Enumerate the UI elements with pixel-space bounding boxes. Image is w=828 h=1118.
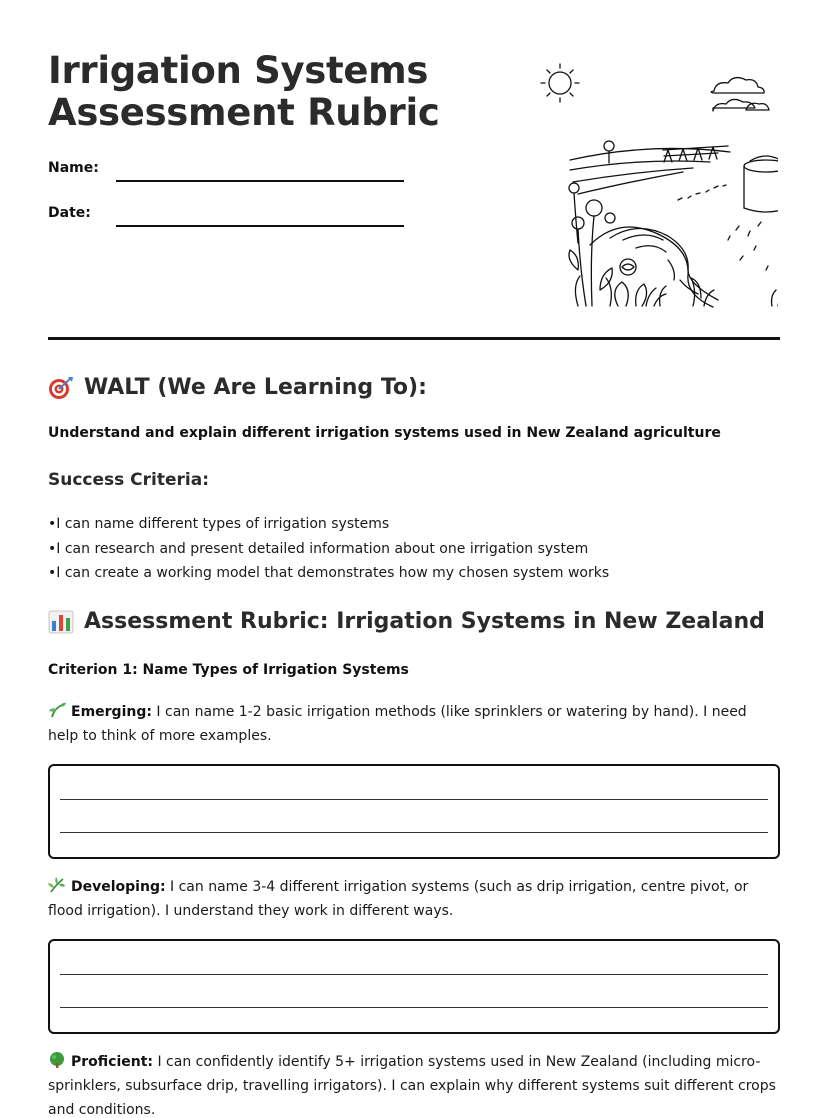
- worksheet-page: [48, 0, 780, 1118]
- seedling-icon: [48, 702, 66, 718]
- level-description: I can name 1-2 basic irrigation methods (like sprinklers or watering by hand). I need help to think of more examples.: [48, 704, 747, 744]
- name-field-row: [48, 160, 408, 184]
- date-field-row: [48, 205, 408, 229]
- target-icon: [48, 376, 74, 400]
- level-label: Developing:: [71, 879, 166, 895]
- river-icon: [590, 227, 718, 307]
- writing-line: [60, 1007, 768, 1008]
- level-label: Emerging:: [71, 704, 152, 720]
- farm-irrigation-illustration-icon: [518, 60, 778, 310]
- answer-box-emerging[interactable]: [48, 764, 780, 859]
- name-label: Name:: [48, 160, 99, 176]
- date-label: Date:: [48, 205, 91, 221]
- rubric-heading: [48, 609, 765, 634]
- sun-icon: [541, 64, 579, 102]
- level-proficient: [48, 1050, 780, 1118]
- level-description: I can confidently identify 5+ irrigation systems used in New Zealand (including micro-sprinklers, subsurface drip, travelling irrigators). I can explain why different systems suit different crops and conditions.: [48, 1054, 776, 1118]
- rubric-heading-text: Assessment Rubric: Irrigation Systems in New Zealand: [84, 609, 765, 634]
- writing-line: [60, 799, 768, 800]
- level-emerging: [48, 700, 780, 748]
- page-title: [48, 50, 488, 134]
- writing-line: [60, 974, 768, 975]
- list-item: • I can research and present detailed information about one irrigation system: [48, 537, 609, 562]
- level-developing: [48, 875, 780, 923]
- water-tank-icon: [744, 156, 778, 212]
- writing-line: [60, 832, 768, 833]
- name-write-line[interactable]: [116, 180, 404, 182]
- title-line-1: Irrigation Systems: [48, 49, 429, 92]
- header-divider: [48, 337, 780, 340]
- date-write-line[interactable]: [116, 225, 404, 227]
- walt-statement: Understand and explain different irrigation systems used in New Zealand agriculture: [48, 425, 721, 441]
- success-criteria-heading: Success Criteria:: [48, 470, 210, 490]
- clouds-icon: [711, 78, 769, 111]
- answer-box-developing[interactable]: [48, 939, 780, 1034]
- walt-heading-text: WALT (We Are Learning To):: [84, 375, 427, 400]
- criterion-1-heading: Criterion 1: Name Types of Irrigation Systems: [48, 662, 409, 678]
- tree-icon: [48, 1052, 66, 1068]
- level-label: Proficient:: [71, 1054, 154, 1070]
- flowers-left-icon: [569, 183, 666, 306]
- flowers-right-icon: [691, 194, 778, 306]
- level-description: I can name 3-4 different irrigation systems (such as drip irrigation, centre pivot, or flood irrigation). I understand they work in different ways.: [48, 879, 749, 919]
- title-line-2: Assessment Rubric: [48, 91, 440, 134]
- list-item: • I can create a working model that demonstrates how my chosen system works: [48, 561, 609, 586]
- bar-chart-icon: [48, 610, 74, 634]
- herb-icon: [48, 877, 66, 893]
- walt-heading: [48, 375, 427, 400]
- list-item: • I can name different types of irrigation systems: [48, 512, 609, 537]
- success-criteria-list: [48, 512, 609, 586]
